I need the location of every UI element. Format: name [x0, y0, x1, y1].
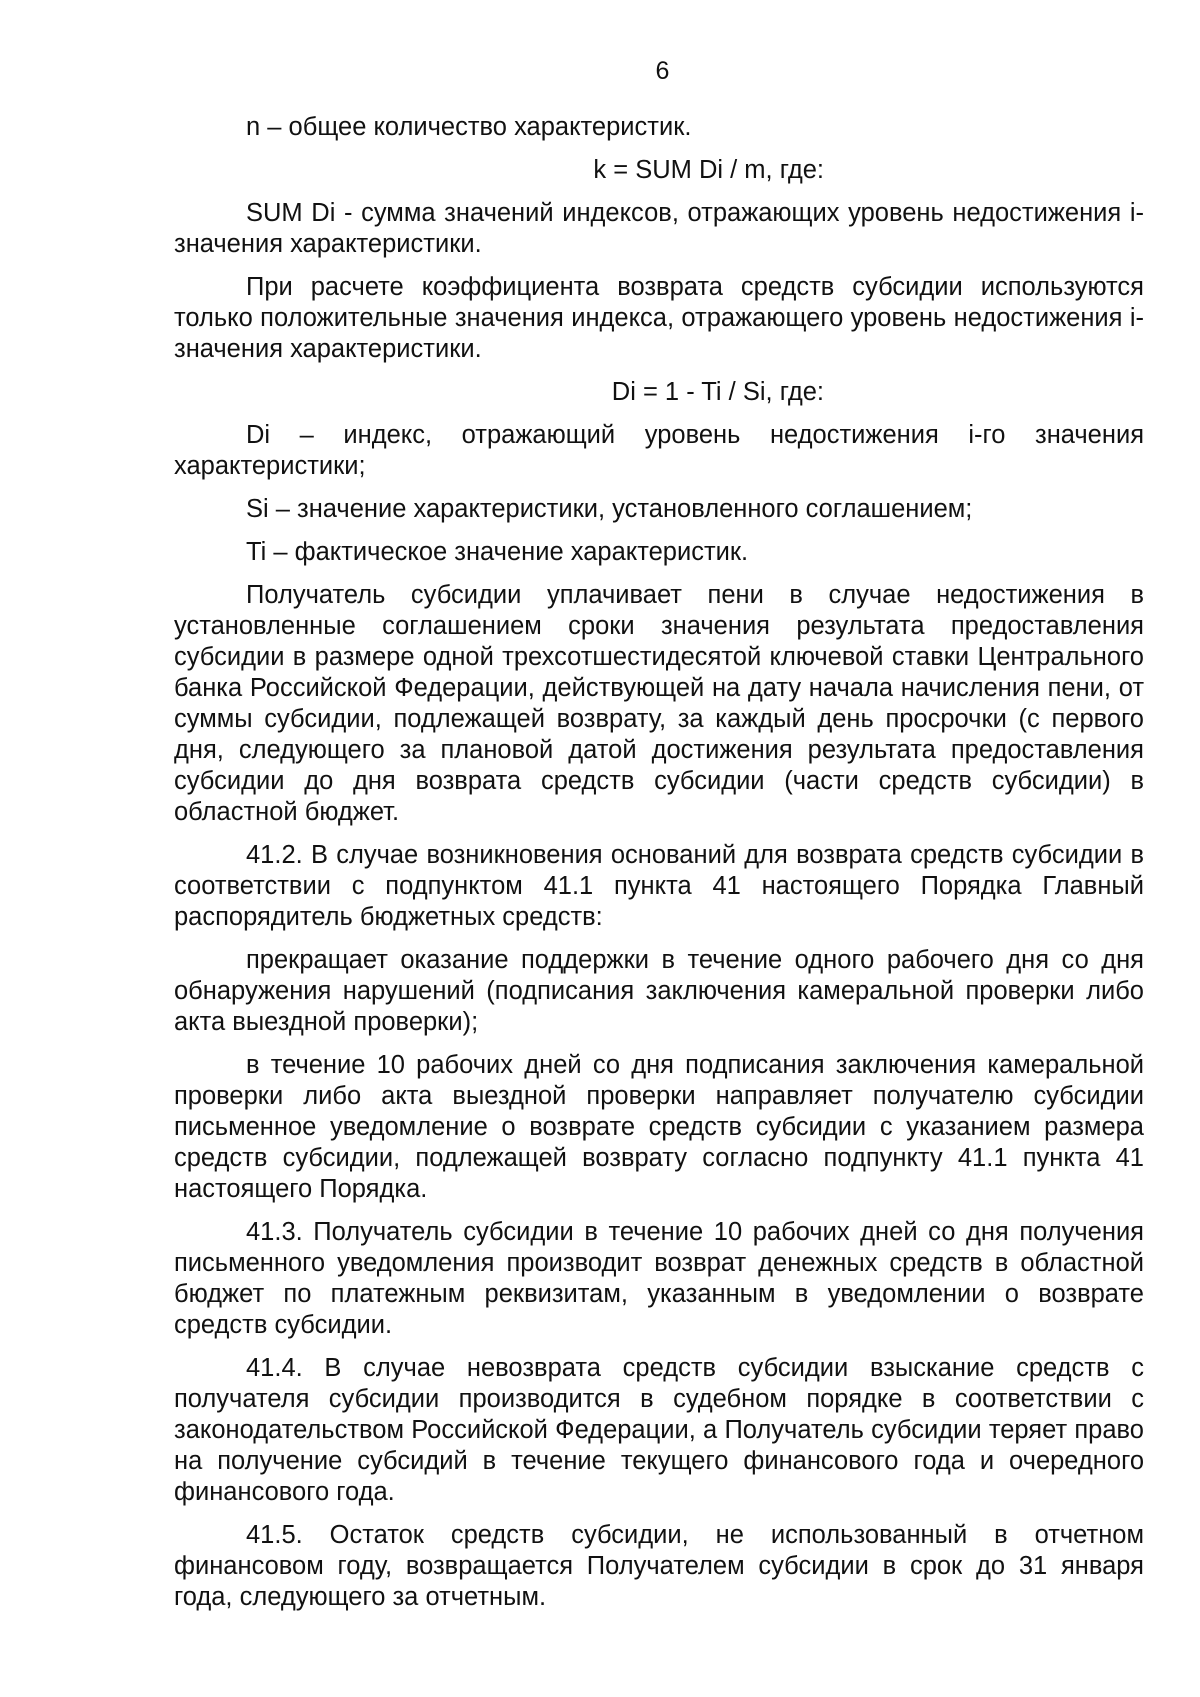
paragraph-41-5: 41.5. Остаток средств субсидии, не использованный в отчетном финансовом году, возвращается Получателем субсидии в срок до 31 января года, следующего за отчетным.: [174, 1521, 1144, 1611]
paragraph-si-definition: Si – значение характеристики, установленного соглашением;: [246, 495, 973, 523]
formula-di: Di = 1 - Ti / Si, где:: [611, 378, 824, 406]
paragraph-di-definition: Di – индекс, отражающий уровень недостижения i-го значения характеристики;: [174, 421, 1144, 480]
page-number: 6: [655, 57, 670, 85]
paragraph-41-4: 41.4. В случае невозврата средств субсидии взыскание средств с получателя субсидии производится в судебном порядке в соответствии с законодательством Российской Федерации, а Получатель субсидии теряет право на получение субсидий в течение текущего финансового года и очередного финансового года.: [174, 1354, 1144, 1506]
paragraph-41-2: 41.2. В случае возникновения оснований для возврата средств субсидии в соответствии с подпунктом 41.1 пункта 41 настоящего Порядка Главный распорядитель бюджетных средств:: [174, 841, 1144, 931]
document-body: [174, 112, 1144, 1625]
paragraph-penalty: Получатель субсидии уплачивает пени в случае недостижения в установленные соглашением сроки значения результата предоставления субсидии в размере одной трехсотшестидесятой ключевой ставки Центрального банка Российской Федерации, действующей на дату начала начисления пени, от суммы субсидии, подлежащей возврату, за каждый день просрочки (с первого дня, следующего за плановой датой достижения результата предоставления субсидии до дня возврата средств субсидии (части средств субсидии) в областной бюджет.: [174, 581, 1144, 826]
paragraph-ti-definition: Ti – фактическое значение характеристик.: [246, 538, 749, 566]
paragraph-sum-di: SUM Di - сумма значений индексов, отражающих уровень недостижения i-значения характеристики.: [174, 199, 1144, 258]
paragraph-positive-values: При расчете коэффициента возврата средств субсидии используются только положительные значения индекса, отражающего уровень недостижения i-значения характеристики.: [174, 273, 1144, 363]
paragraph-41-3: 41.3. Получатель субсидии в течение 10 рабочих дней со дня получения письменного уведомления производит возврат денежных средств в областной бюджет по платежным реквизитам, указанным в уведомлении о возврате средств субсидии.: [174, 1218, 1144, 1339]
paragraph-notification: в течение 10 рабочих дней со дня подписания заключения камеральной проверки либо акта выездной проверки направляет получателю субсидии письменное уведомление о возврате средств субсидии с указанием размера средств субсидии, подлежащей возврату согласно подпункту 41.1 пункта 41 настоящего Порядка.: [174, 1051, 1144, 1203]
formula-k: k = SUM Di / m, где:: [593, 156, 824, 184]
paragraph-n-definition: n – общее количество характеристик.: [246, 113, 692, 141]
paragraph-stop-support: прекращает оказание поддержки в течение одного рабочего дня со дня обнаружения нарушений (подписания заключения камеральной проверки либо акта выездной проверки);: [174, 946, 1144, 1036]
